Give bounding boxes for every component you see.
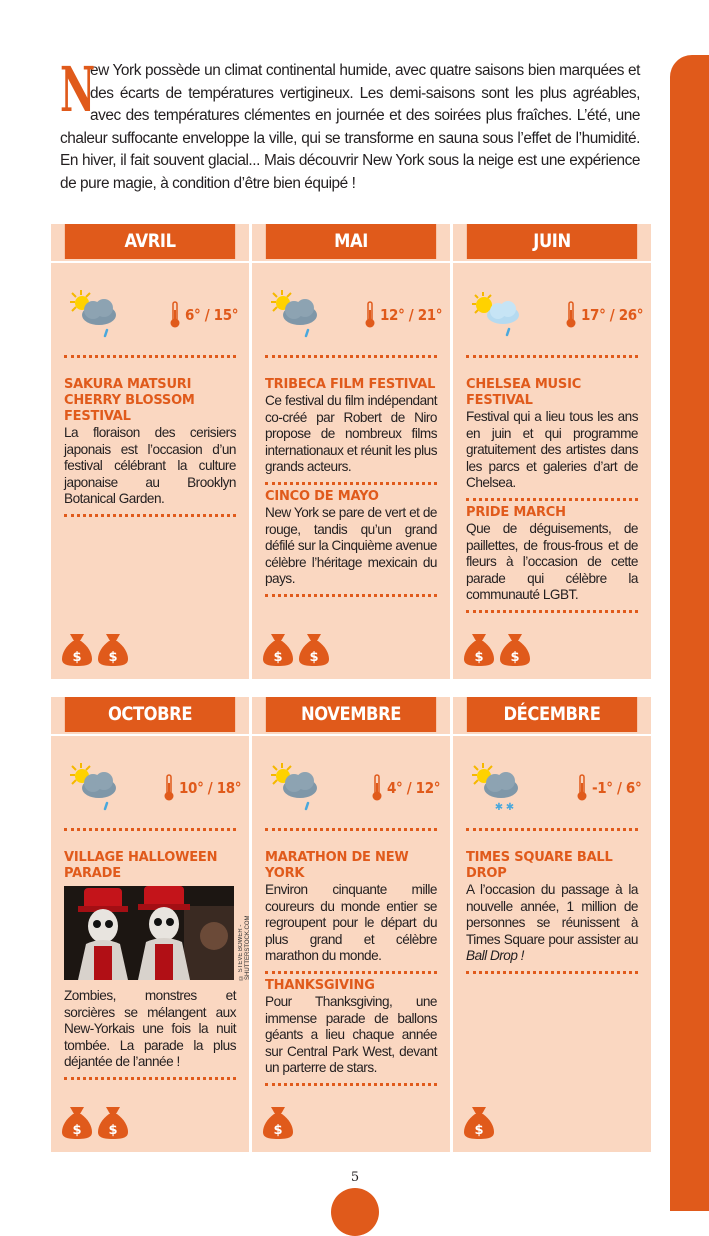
temperature: 4° / 12° [387, 779, 441, 797]
page-tab [331, 1188, 379, 1236]
temperature: 10° / 18° [179, 779, 242, 797]
separator [466, 971, 638, 974]
sun-cloud-rain-icon [67, 288, 123, 340]
month-title: OCTOBRE [65, 697, 235, 732]
side-tab [670, 55, 709, 1211]
thermometer-icon [564, 301, 578, 329]
page-number: 5 [350, 1170, 360, 1185]
month-title: NOVEMBRE [266, 697, 436, 732]
event-title: VILLAGE HALLOWEEN PARADE [64, 850, 218, 881]
event-text-emphasis: Ball Drop ! [466, 948, 524, 964]
svg-text:$: $ [510, 650, 520, 665]
intro-text: ew York possède un climat continental humide, avec quatre saisons bien marquées et des écarts de températures vertigineux. Les demi-saisons sont les plus agréables, avec des températures clémentes en journée et des soirées plus fraîches. L’été, une chaleur suffocante enveloppe la ville, qui se transforme en sauna sous l’effet de l’humidité. En hiver, il fait souvent glacial... Mais découvrir New York sous la neige est une expérience de pure magie, à condition d’être bien équipé ! [60, 62, 640, 192]
event-text: Que de déguisements, de paillettes, de frous-frous et de fleurs à l’occasion de cette parade qui célèbre la communauté LGBT. [466, 520, 638, 603]
event-text: Ce festival du film indépendant co-créé par Robert de Niro propose de nombreux films internationaux et réunit les plus grands acteurs. [265, 393, 437, 475]
money-bag-icon [61, 631, 93, 667]
money-bag-icon [298, 631, 330, 667]
svg-text:$: $ [474, 1123, 484, 1138]
separator [265, 482, 437, 485]
svg-text:$: $ [72, 650, 82, 665]
sun-cloud-rain-icon [268, 288, 324, 340]
month-card-novembre [252, 697, 450, 1152]
month-title: AVRIL [65, 224, 235, 259]
price-level [262, 631, 330, 667]
svg-text:$: $ [474, 650, 484, 665]
sun-cloud-light-rain-icon [469, 288, 525, 340]
events [466, 850, 638, 978]
separator [64, 514, 236, 517]
thermometer-icon [363, 301, 377, 329]
events [265, 850, 437, 1090]
events [64, 850, 251, 1084]
event-title: SAKURA MATSURI CHERRY BLOSSOM FESTIVAL [64, 377, 195, 424]
svg-text:$: $ [108, 1123, 118, 1138]
thermometer-icon [575, 774, 589, 802]
money-bag-icon [463, 631, 495, 667]
money-bag-icon [463, 1104, 495, 1140]
event-text: Environ cinquante mille coureurs du monde entier se regroupent pour le départ du plus grand et célèbre marathon du monde. [265, 882, 437, 964]
thermometer-icon [168, 301, 182, 329]
money-bag-icon [97, 1104, 129, 1140]
svg-text:✱: ✱ [505, 802, 515, 813]
intro-paragraph [60, 53, 640, 196]
price-level [463, 631, 531, 667]
separator [64, 355, 236, 358]
event-text: A l’occasion du passage à la nouvelle année, 1 million de personnes se réunissent à Times Square pour assister au Ball Drop ! [466, 882, 638, 964]
month-card-juin [453, 224, 651, 679]
event-title: TRIBECA FILM FESTIVAL [265, 377, 436, 392]
money-bag-icon [97, 631, 129, 667]
money-bag-icon [262, 631, 294, 667]
svg-text:$: $ [273, 1123, 283, 1138]
months-row-1 [51, 224, 653, 679]
separator [265, 828, 437, 831]
dropcap: N [60, 53, 95, 126]
svg-text:$: $ [273, 650, 283, 665]
temperature: 17° / 26° [581, 306, 644, 324]
event-text: Festival qui a lieu tous les ans en juin et qui programme gratuitement des artistes dans les parcs et galeries d’art de Chelsea. [466, 409, 638, 491]
event-title: MARATHON DE NEW YORK [265, 850, 409, 881]
halloween-costume-image [64, 886, 234, 980]
events [466, 377, 638, 617]
month-title: MAI [266, 224, 436, 259]
events [265, 377, 437, 601]
thermometer-icon [370, 774, 384, 802]
month-title: DÉCEMBRE [467, 697, 637, 732]
separator [466, 498, 638, 501]
event-text: La floraison des cerisiers japonais est l’occasion d’un festival célébrant la culture japonaise au Brooklyn Botanical Garden. [64, 425, 236, 507]
temperature: 12° / 21° [380, 306, 443, 324]
month-card-octobre [51, 697, 249, 1152]
separator [265, 971, 437, 974]
sun-cloud-snow-icon [469, 761, 525, 813]
separator [466, 610, 638, 613]
event-text: Zombies, monstres et sorcières se mélangent aux New-Yorkais une fois la nuit tombée. La parade la plus déjantée de l’année ! [64, 988, 236, 1070]
svg-text:$: $ [108, 650, 118, 665]
sun-cloud-rain-icon [268, 761, 324, 813]
separator [64, 1077, 236, 1080]
event-title: TIMES SQUARE BALL DROP [466, 850, 613, 881]
event-title: CINCO DE MAYO [265, 488, 379, 504]
event-title: CHELSEA MUSIC FESTIVAL [466, 377, 582, 408]
events [64, 377, 236, 521]
separator [466, 828, 638, 831]
month-card-mai [252, 224, 450, 679]
money-bag-icon [262, 1104, 294, 1140]
svg-text:$: $ [309, 650, 319, 665]
separator [466, 355, 638, 358]
svg-text:✱: ✱ [494, 802, 504, 813]
money-bag-icon [499, 631, 531, 667]
temperature: -1° / 6° [592, 779, 642, 797]
sun-cloud-rain-icon [67, 761, 123, 813]
price-level [262, 1104, 294, 1140]
thermometer-icon [162, 774, 176, 802]
separator [265, 594, 437, 597]
event-text: Pour Thanksgiving, une immense parade de ballons géants a lieu chaque année sur Central Park West, devant un parterre de stars. [265, 993, 437, 1076]
svg-text:$: $ [72, 1123, 82, 1138]
event-text: New York se pare de vert et de rouge, tandis qu’un grand défilé sur la Cinquième avenue célèbre l’héritage mexicain du pays. [265, 504, 437, 587]
month-card-decembre [453, 697, 651, 1152]
price-level [61, 631, 129, 667]
price-level [463, 1104, 495, 1140]
money-bag-icon [61, 1104, 93, 1140]
months-row-2 [51, 697, 653, 1152]
month-title: JUIN [467, 224, 637, 259]
separator [265, 1083, 437, 1086]
halloween-parade-photo [64, 886, 251, 980]
temperature: 6° / 15° [185, 306, 239, 324]
event-title: PRIDE MARCH [466, 504, 566, 520]
price-level [61, 1104, 129, 1140]
event-title: THANKSGIVING [265, 977, 375, 993]
month-card-avril [51, 224, 249, 679]
photo-credit: © STEVE BOWER - SHUTTERSTOCK.COM [238, 915, 251, 980]
separator [64, 828, 236, 831]
separator [265, 355, 437, 358]
